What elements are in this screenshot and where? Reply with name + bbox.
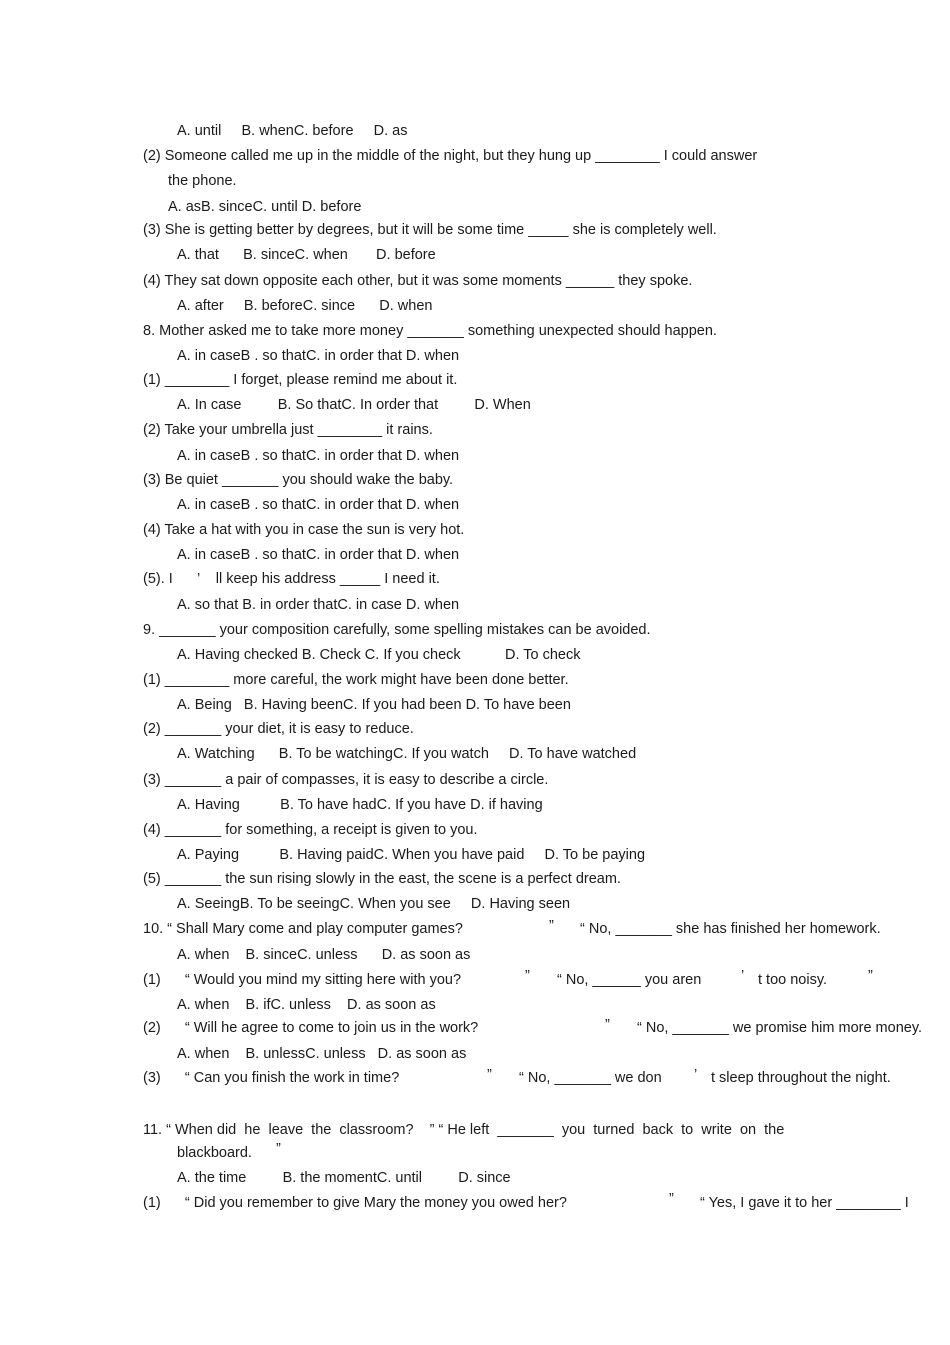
question-line: (2) _______ your diet, it is easy to reduce. — [143, 721, 414, 737]
question-line: (1) “ Did you remember to give Mary the money you owed her? — [143, 1195, 567, 1211]
apostrophe: ’ — [741, 968, 745, 984]
question-line: (4) Take a hat with you in case the sun is very hot. — [143, 522, 465, 538]
question-continuation: the phone. — [168, 173, 237, 189]
answer-line: “ No, _______ we don — [519, 1070, 662, 1086]
option-line: A. In case B. So thatC. In order that D. When — [177, 397, 531, 413]
question-line: (1) “ Would you mind my sitting here with you? — [143, 972, 462, 988]
option-line: A. in caseB . so thatC. in order that D. when — [177, 547, 460, 563]
option-line: A. until B. whenC. before D. as — [177, 123, 408, 139]
answer-line: “ No, _______ she has finished her homework. — [580, 921, 881, 937]
option-line: A. Having B. To have hadC. If you have D. if having — [177, 797, 543, 813]
question-line: (3) Be quiet _______ you should wake the baby. — [143, 472, 454, 488]
closing-quote: ” — [868, 968, 873, 984]
question-line: (5). I ’ ll keep his address _____ I need it. — [143, 571, 440, 587]
answer-line: t sleep throughout the night. — [711, 1070, 891, 1086]
answer-line: “ Yes, I gave it to her ________ I — [700, 1195, 909, 1211]
question-line: 8. Mother asked me to take more money _______ something unexpected should happen. — [143, 323, 717, 339]
option-line: A. when B. sinceC. unless D. as soon as — [177, 947, 471, 963]
option-line: A. asB. sinceC. until D. before — [168, 199, 362, 215]
option-line: A. when B. unlessC. unless D. as soon as — [177, 1046, 467, 1062]
closing-quote: ” — [669, 1191, 674, 1207]
question-continuation: blackboard. — [177, 1145, 252, 1161]
option-line: A. in caseB . so thatC. in order that D. when — [177, 448, 460, 464]
option-line: A. in caseB . so thatC. in order that D. when — [177, 348, 460, 364]
question-line: (4) They sat down opposite each other, but it was some moments ______ they spoke. — [143, 273, 693, 289]
question-line: (1) ________ I forget, please remind me about it. — [143, 372, 458, 388]
closing-quote: ” — [549, 918, 554, 934]
option-line: A. Paying B. Having paidC. When you have paid D. To be paying — [177, 847, 646, 863]
answer-line: “ No, ______ you aren — [557, 972, 702, 988]
option-line: A. in caseB . so thatC. in order that D. when — [177, 497, 460, 513]
option-line: A. after B. beforeC. since D. when — [177, 298, 433, 314]
question-line: (4) _______ for something, a receipt is given to you. — [143, 822, 478, 838]
answer-line: t too noisy. — [758, 972, 828, 988]
question-line: 11. “ When did he leave the classroom? ” “ He left _______ you turned back to write on the — [143, 1122, 785, 1138]
question-line: (5) _______ the sun rising slowly in the east, the scene is a perfect dream. — [143, 871, 621, 887]
option-line: A. the time B. the momentC. until D. since — [177, 1170, 511, 1186]
question-line: (1) ________ more careful, the work might have been done better. — [143, 672, 569, 688]
question-line: (3) _______ a pair of compasses, it is easy to describe a circle. — [143, 772, 549, 788]
option-line: A. when B. ifC. unless D. as soon as — [177, 997, 436, 1013]
closing-quote: ” — [276, 1141, 281, 1157]
option-line: A. Being B. Having beenC. If you had been D. To have been — [177, 697, 571, 713]
question-line: (2) Someone called me up in the middle of the night, but they hung up ________ I could answer — [143, 148, 758, 164]
option-line: A. Watching B. To be watchingC. If you watch D. To have watched — [177, 746, 637, 762]
question-line: (2) Take your umbrella just ________ it rains. — [143, 422, 433, 438]
question-line: (3) She is getting better by degrees, but it will be some time _____ she is completely well. — [143, 222, 717, 238]
closing-quote: ” — [487, 1067, 492, 1083]
option-line: A. Having checked B. Check C. If you check D. To check — [177, 647, 581, 663]
question-line: 10. “ Shall Mary come and play computer games? — [143, 921, 463, 937]
option-line: A. SeeingB. To be seeingC. When you see D. Having seen — [177, 896, 571, 912]
option-line: A. so that B. in order thatC. in case D. when — [177, 597, 460, 613]
closing-quote: ” — [605, 1017, 610, 1033]
question-line: (2) “ Will he agree to come to join us in the work? — [143, 1020, 479, 1036]
question-line: (3) “ Can you finish the work in time? — [143, 1070, 400, 1086]
closing-quote: ” — [525, 968, 530, 984]
question-line: 9. _______ your composition carefully, some spelling mistakes can be avoided. — [143, 622, 651, 638]
option-line: A. that B. sinceC. when D. before — [177, 247, 436, 263]
answer-line: “ No, _______ we promise him more money. — [637, 1020, 923, 1036]
apostrophe: ’ — [694, 1067, 698, 1083]
